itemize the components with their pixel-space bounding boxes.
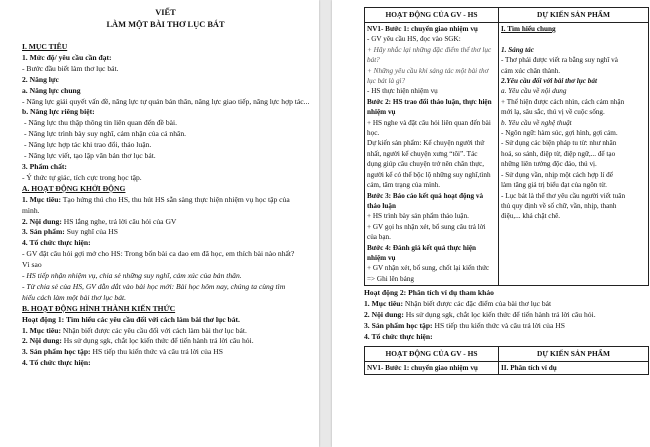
- section-heading: II. Phân tích ví dụ: [501, 363, 557, 372]
- text-line: 3. Phẩm chất:: [22, 161, 67, 171]
- text-line: + GV nhận xét, bổ sung, chốt lại kiến thức: [367, 264, 490, 273]
- text-line: nhiệm vụ: [367, 108, 396, 117]
- text-line: Bước 3: Báo cáo kết quả hoạt động và: [367, 191, 484, 200]
- text-line: 4. Tổ chức thực hiện:: [364, 331, 433, 341]
- table-header-row: [365, 346, 649, 361]
- text-line: - Sử dụng các biện pháp tu từ: như nhân: [501, 139, 617, 148]
- text-line: thủ quy định về số chữ, vần, nhịp, thanh: [501, 201, 617, 210]
- header-expected-product: DỰ KIẾN SẢN PHẨM: [499, 346, 649, 361]
- text-line: hiểu cách làm một bài thơ lục bát.: [22, 292, 127, 302]
- activity-cell: [365, 23, 499, 286]
- doc-title-lesson: LÀM MỘT BÀI THƠ LỤC BÁT: [106, 20, 225, 29]
- table-row: [365, 361, 649, 374]
- text-line: a. Yêu cầu về nội dung: [501, 87, 567, 96]
- table-row: [365, 23, 649, 286]
- text-line: học.: [367, 129, 380, 138]
- line-rest-text: Suy nghĩ của HS: [64, 227, 118, 237]
- text-line: - Lục bát là thể thơ yêu cầu người viết tuân: [501, 191, 626, 200]
- line-lead-label: 3. Sản phẩm học tập:: [364, 320, 433, 330]
- text-line: [364, 321, 646, 332]
- text-line: lục bát là gì?: [367, 77, 406, 86]
- header-teacher-student-activity: HOẠT ĐỘNG CỦA GV - HS: [365, 346, 499, 361]
- text-line: b. Năng lực riêng biệt:: [22, 107, 95, 117]
- text-line: 2.Yêu cầu đối với bài thơ lục bát: [501, 77, 597, 86]
- text-line: + Hãy nhắc lại những đặc điểm thể thơ lục: [367, 45, 492, 54]
- text-line: - GV đặt câu hỏi gợi mở cho HS: Trong bốn bài ca dao em đã học, em thích bài nào nhất?: [22, 249, 295, 259]
- text-line: + HS trình bày sản phẩm thảo luận.: [367, 212, 469, 221]
- text-line: - Năng lực giải quyết vấn đề, năng lực tự quản bản thân, năng lực giao tiếp, năng lực hợp tác...: [22, 96, 309, 106]
- text-line: Vì sao: [22, 260, 42, 270]
- line-rest-text: HS lắng nghe, trả lời câu hỏi của GV: [61, 216, 177, 226]
- text-line: Bước 4: Đánh giá kết quả thực hiện: [367, 243, 477, 252]
- text-line: người kể có thể bộc lộ những suy nghĩ,tình: [367, 170, 491, 179]
- product-cell: [499, 23, 649, 286]
- text-line: [501, 34, 646, 44]
- text-line: I. MỤC TIÊU: [22, 42, 68, 51]
- text-line: 4. Tổ chức thực hiện:: [22, 358, 91, 368]
- text-line: [22, 227, 309, 238]
- text-line: => Ghi lên bảng: [367, 274, 415, 283]
- line-lead-label: 3. Sản phẩm học tập:: [22, 347, 91, 357]
- text-line: hoá, so sánh, điệp từ, điệp ngữ,... để tạo: [501, 149, 616, 158]
- line-rest-text: HS tiếp thu kiến thức và câu trả lời của HS: [90, 347, 223, 357]
- text-line: A. HOẠT ĐỘNG KHỞI ĐỘNG: [22, 183, 126, 193]
- activity-table-1: [364, 7, 649, 286]
- text-line: 2. Năng lực: [22, 74, 59, 84]
- line-rest-text: Hs sử dụng sgk, chắt lọc kiến thức để tiến hành trả lời câu hỏi.: [403, 309, 596, 319]
- text-line: cảm, tâm trạng của mình.: [367, 181, 441, 190]
- text-line: b. Yêu cầu về nghệ thuật: [501, 118, 572, 127]
- text-line: - Thơ phải được viết ra bằng suy nghĩ và: [501, 56, 618, 65]
- doc-title-viet: VIẾT: [155, 8, 176, 17]
- line-lead-label: 2. Nội dung:: [22, 216, 62, 226]
- text-line: [22, 336, 309, 347]
- text-line: - Sử dụng vần, nhịp một cách hợp lí để: [501, 170, 613, 179]
- text-line: I. Tìm hiểu chung: [501, 25, 556, 33]
- text-line: của bạn.: [367, 233, 391, 242]
- text-line: [22, 195, 309, 206]
- text-line: làm tăng giá trị biểu đạt của ngôn từ.: [501, 181, 607, 190]
- text-line: - Ý thức tự giác, tích cực trong học tập.: [22, 172, 142, 182]
- text-line: 1. Mức độ/ yêu cầu cần đạt:: [22, 52, 112, 62]
- line-lead-label: 1. Mục tiêu:: [364, 299, 404, 309]
- line-lead-label: 1. Mục tiêu:: [22, 194, 62, 204]
- text-line: mới lạ, sâu sắc, thú vị về cuộc sống.: [501, 108, 605, 117]
- activity-table-2: [364, 346, 649, 375]
- text-line: Bước 2: HS trao đổi thảo luận, thực hiện: [367, 97, 492, 106]
- line-lead-label: 2. Nội dung:: [364, 309, 404, 319]
- text-line: nhiệm vụ: [367, 253, 396, 262]
- text-line: Hoạt động 1: Tìm hiểu các yêu cầu đối với cách làm bài thơ lục bát.: [22, 314, 240, 324]
- text-line: [22, 326, 309, 337]
- text-line: 4. Tổ chức thực hiện:: [22, 238, 91, 248]
- text-line: mình.: [22, 205, 40, 215]
- right-document-page: [332, 0, 650, 447]
- activity-cell: [365, 361, 499, 374]
- table-header-row: [365, 8, 649, 23]
- text-line: thảo luận: [367, 201, 396, 210]
- line-lead-label: 3. Sản phẩm:: [22, 227, 65, 237]
- text-line: - Ngôn ngữ: hàm súc, gợi hình, gợi cảm.: [501, 129, 618, 138]
- text-line: NV1- Bước 1: chuyển giao nhiệm vụ: [367, 25, 478, 33]
- text-line: Hoạt động 2: Phân tích ví dụ tham khảo: [364, 288, 494, 298]
- left-document-page: [0, 0, 319, 447]
- step-line: NV1- Bước 1: chuyển giao nhiệm vụ: [367, 363, 478, 372]
- text-line: - Năng lực hợp tác khi trao đổi, thảo luận.: [24, 140, 152, 150]
- text-line: - GV yêu cầu HS, đọc vào SGK:: [367, 35, 461, 44]
- line-rest-text: Hs sử dụng sgk, chắt lọc kiến thức để tiến hành trả lời câu hỏi.: [61, 336, 254, 346]
- product-cell: [499, 361, 649, 374]
- header-expected-product: DỰ KIẾN SẢN PHẨM: [499, 8, 649, 23]
- text-line: Dự kiến sản phẩm: Kể chuyện người thứ: [367, 139, 485, 148]
- text-line: dụng giúp câu chuyện trở nên chân thực,: [367, 160, 485, 169]
- text-line: - Năng lực viết, tạo lập văn bản thơ lục bát.: [24, 151, 156, 161]
- text-line: điệu,... khá chặt chẽ.: [501, 212, 561, 221]
- text-line: + Thể hiện được cách nhìn, cách cảm nhận: [501, 97, 625, 106]
- text-line: + GV gọi hs nhận xét, bổ sung câu trả lời: [367, 222, 486, 231]
- text-line: - Từ chia sẻ của HS, GV dẫn dắt vào bài học mới: Bài học hôm nay, chúng ta cùng tìm: [22, 281, 286, 291]
- text-line: - Bước đầu biết làm thơ lục bát.: [22, 63, 119, 73]
- line-rest-text: HS tiếp thu kiến thức và câu trả lời của HS: [432, 320, 565, 330]
- text-line: - Năng lực thu thập thông tin liên quan đến đề bài.: [24, 118, 178, 128]
- text-line: [364, 310, 646, 321]
- header-teacher-student-activity: HOẠT ĐỘNG CỦA GV - HS: [365, 8, 499, 23]
- text-line: [22, 347, 309, 358]
- line-rest-text: Nhận biết được các yêu cầu đối với cách làm bài thơ lục bát.: [61, 325, 247, 335]
- activity-2-section: [364, 288, 646, 343]
- text-line: 1. Sáng tác: [501, 45, 534, 54]
- text-line: bát?: [367, 56, 380, 65]
- text-line: [364, 299, 646, 310]
- text-line: - HS thực hiện nhiệm vụ: [367, 87, 438, 96]
- text-line: - HS tiếp nhận nhiệm vụ, chia sẻ những suy nghĩ, cảm xúc của bản thân.: [22, 271, 242, 281]
- line-rest-text: Tạo hứng thú cho HS, thu hút HS sẵn sàng thực hiện nhiệm vụ học tập của: [61, 194, 290, 204]
- text-line: + HS nghe và đặt câu hỏi liên quan đến bài: [367, 118, 491, 127]
- text-line: [22, 217, 309, 228]
- line-rest-text: Nhận biết được các đặc điểm của bài thơ lục bát: [403, 299, 552, 309]
- text-line: nhất, người kể chuyện xưng “tôi”. Tác: [367, 149, 478, 158]
- text-line: + Những yêu cầu khi sáng tác một bài thơ: [367, 66, 489, 75]
- line-lead-label: 2. Nội dung:: [22, 336, 62, 346]
- text-line: những liên tưởng độc đáo, thú vị.: [501, 160, 597, 169]
- text-line: - Năng lực trình bày suy nghĩ, cảm nhận của cá nhân.: [24, 129, 187, 139]
- text-line: B. HOẠT ĐỘNG HÌNH THÀNH KIẾN THỨC: [22, 303, 176, 313]
- left-page-body: [22, 42, 309, 369]
- text-line: a. Năng lực chung: [22, 85, 81, 95]
- text-line: cảm xúc chân thành.: [501, 66, 561, 75]
- line-lead-label: 1. Mục tiêu:: [22, 325, 62, 335]
